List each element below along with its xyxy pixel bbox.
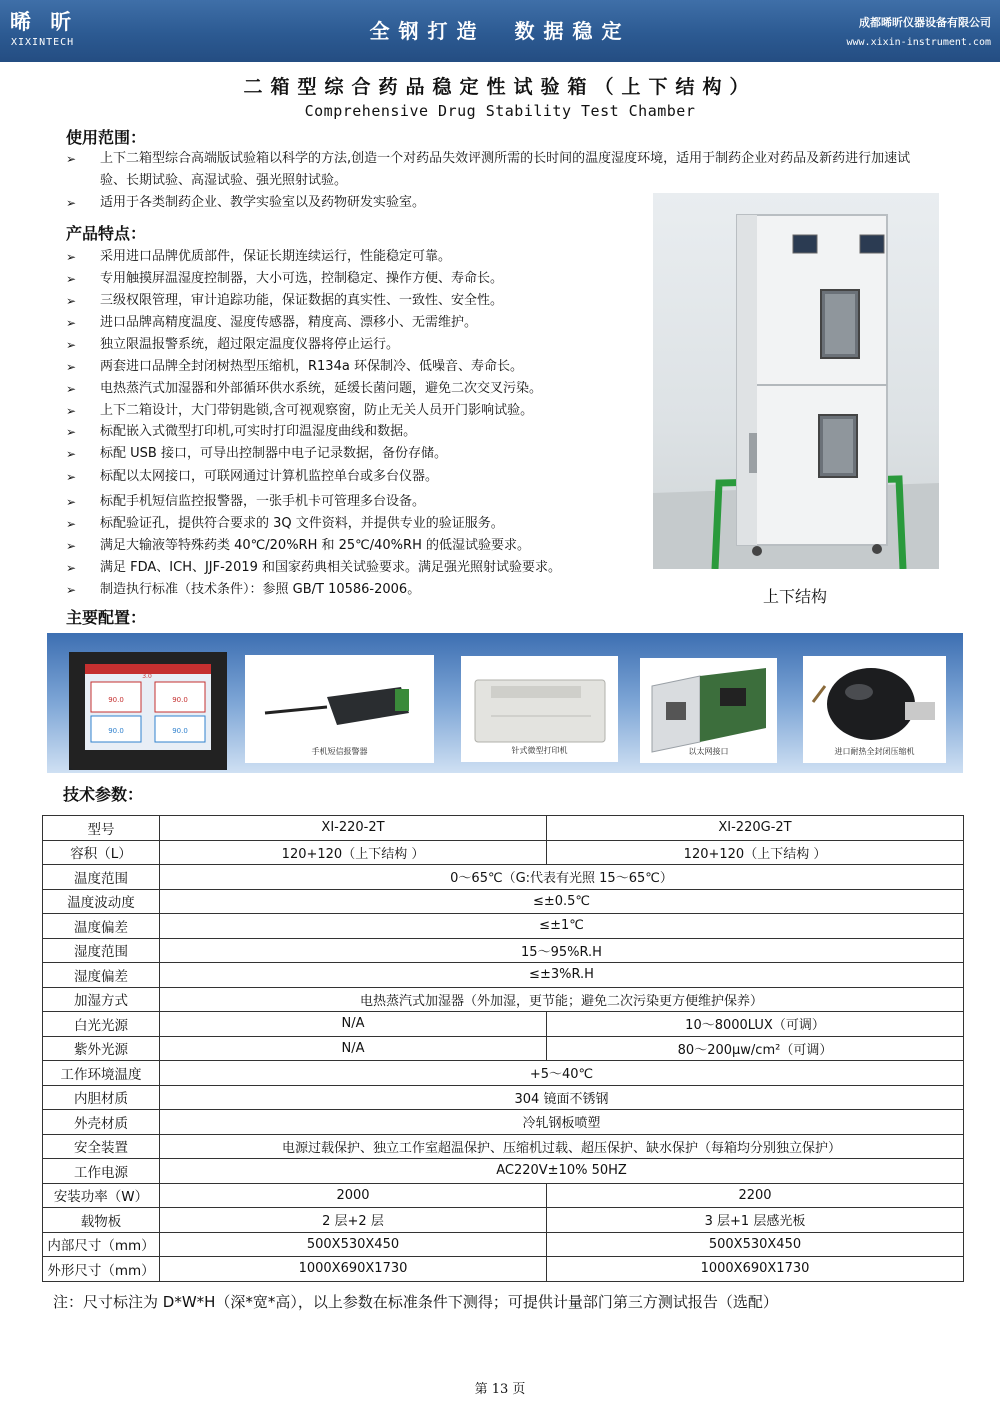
- feature-item: [66, 513, 504, 535]
- feature-item-text: 满足大输液等特殊药类 40℃/20%RH 和 25℃/40%RH 的低湿试验要求。: [100, 538, 530, 553]
- brand-name-en: XIXINTECH: [11, 37, 75, 48]
- arrow-bullet-icon: ➢: [66, 294, 77, 308]
- spec-value-model-2: 120+120（上下结构 ）: [547, 840, 964, 865]
- feature-item-text: 制造执行标准（技术条件）：参照 GB/T 10586-2006。: [100, 582, 421, 597]
- arrow-bullet-icon: ➢: [66, 425, 77, 439]
- spec-value: 304 镜面不锈钢: [160, 1085, 964, 1110]
- spec-value-model-2: 3 层+1 层感光板: [547, 1208, 964, 1233]
- spec-label: 紫外光源: [43, 1036, 160, 1061]
- spec-value-model-1: XI-220-2T: [160, 816, 547, 841]
- spec-row: [43, 1085, 964, 1110]
- feature-item: [66, 557, 561, 579]
- screen-value: 90.0: [172, 696, 188, 704]
- arrow-bullet-icon: ➢: [66, 360, 77, 374]
- screen-value: 90.0: [108, 727, 124, 735]
- arrow-bullet-icon: ➢: [66, 447, 77, 461]
- usage-heading: 使用范围：: [66, 128, 147, 147]
- screen-value: 90.0: [172, 727, 188, 735]
- product-photo: [653, 193, 939, 569]
- spec-label: 外形尺寸（mm）: [43, 1257, 160, 1282]
- arrow-bullet-icon: ➢: [66, 539, 77, 553]
- config-item-label: 以太网接口: [688, 747, 729, 756]
- arrow-bullet-icon: ➢: [66, 583, 77, 597]
- feature-item-text: 进口品牌高精度温度、湿度传感器，精度高、漂移小、无需维护。: [100, 315, 478, 330]
- arrow-bullet-icon: ➢: [66, 561, 77, 575]
- arrow-bullet-icon: ➢: [66, 517, 77, 531]
- spec-value-model-2: XI-220G-2T: [547, 816, 964, 841]
- feature-item: [66, 334, 399, 356]
- spec-value-model-2: 1000X690X1730: [547, 1257, 964, 1282]
- spec-row: [43, 963, 964, 988]
- spec-label: 安全装置: [43, 1134, 160, 1159]
- config-item-printer: [461, 656, 618, 762]
- page-header: [0, 0, 1000, 62]
- spec-value: 电热蒸汽式加湿器（外加湿，更节能；避免二次污染更方便维护保养）: [160, 987, 964, 1012]
- usage-item-text: 适用于各类制药企业、教学实验室以及药物研发实验室。: [100, 195, 426, 210]
- spec-row: [43, 1012, 964, 1037]
- spec-row: [43, 889, 964, 914]
- feature-item: [66, 421, 416, 443]
- footnote: 注：尺寸标注为 D*W*H（深*宽*高），以上参数在标准条件下测得；可提供计量部门第三方测试报告（选配）: [53, 1293, 778, 1311]
- spec-label: 内部尺寸（mm）: [43, 1232, 160, 1257]
- feature-item-text: 标配 USB 接口，可导出控制器中电子记录数据，备份存储。: [100, 446, 447, 461]
- feature-item: [66, 246, 451, 268]
- spec-label: 安装功率（W）: [43, 1183, 160, 1208]
- spec-row: [43, 1232, 964, 1257]
- chamber-illustration: [653, 193, 939, 569]
- spec-label: 温度波动度: [43, 889, 160, 914]
- company-name: 成都晞昕仪器设备有限公司: [859, 16, 991, 29]
- spec-value: ≤±0.5℃: [160, 889, 964, 914]
- spec-value-model-1: N/A: [160, 1036, 547, 1061]
- spec-value-model-1: 120+120（上下结构 ）: [160, 840, 547, 865]
- feature-item: [66, 579, 420, 601]
- spec-row: [43, 1159, 964, 1184]
- spec-value-model-1: 500X530X450: [160, 1232, 547, 1257]
- spec-value-model-1: 2000: [160, 1183, 547, 1208]
- spec-row: [43, 1208, 964, 1233]
- spec-value-model-2: 2200: [547, 1183, 964, 1208]
- spec-label: 内胆材质: [43, 1085, 160, 1110]
- screen-value: 3.0: [142, 673, 152, 680]
- feature-item: [66, 268, 503, 290]
- spec-table: [42, 815, 964, 1282]
- spec-value: 15～95%R.H: [160, 938, 964, 963]
- spec-row: [43, 1257, 964, 1282]
- features-heading: 产品特点：: [66, 224, 147, 243]
- feature-item: [66, 535, 530, 557]
- spec-value-model-1: 2 层+2 层: [160, 1208, 547, 1233]
- spec-value: ≤±1℃: [160, 914, 964, 939]
- feature-item-text: 上下二箱设计，大门带钥匙锁,含可视观察窗，防止无关人员开门影响试验。: [100, 403, 534, 418]
- spec-value-model-2: 80～200μw/cm²（可调）: [547, 1036, 964, 1061]
- spec-row: [43, 1134, 964, 1159]
- spec-value: 冷轧钢板喷塑: [160, 1110, 964, 1135]
- feature-item: [66, 378, 542, 400]
- company-website[interactable]: www.xixin-instrument.com: [846, 37, 991, 48]
- feature-item-text: 独立限温报警系统，超过限定温度仪器将停止运行。: [100, 337, 400, 352]
- feature-item-text: 两套进口品牌全封闭树热型压缩机，R134a 环保制冷、低噪音、寿命长。: [100, 359, 523, 374]
- feature-item-text: 专用触摸屏温湿度控制器，大小可选，控制稳定、操作方便、寿命长。: [100, 271, 504, 286]
- document-subtitle: Comprehensive Drug Stability Test Chamber: [304, 102, 696, 120]
- feature-item: [66, 290, 503, 312]
- spec-label: 容积（L）: [43, 840, 160, 865]
- spec-row: [43, 840, 964, 865]
- feature-item-text: 满足 FDA、ICH、JJF-2019 和国家药典相关试验要求。满足强光照射试验要求。: [100, 560, 562, 575]
- spec-row: [43, 938, 964, 963]
- spec-row: [43, 1183, 964, 1208]
- feature-item: [66, 400, 533, 422]
- arrow-bullet-icon: ➢: [66, 152, 77, 166]
- spec-label: 载物板: [43, 1208, 160, 1233]
- config-item-sms-alarm: [245, 655, 434, 763]
- arrow-bullet-icon: ➢: [66, 470, 77, 484]
- page-number: 第 13 页: [474, 1382, 526, 1397]
- spec-label: 型号: [43, 816, 160, 841]
- spec-label: 湿度偏差: [43, 963, 160, 988]
- spec-value: ≤±3%R.H: [160, 963, 964, 988]
- feature-item-text: 标配验证孔，提供符合要求的 3Q 文件资料，并提供专业的验证服务。: [100, 516, 504, 531]
- spec-value: AC220V±10% 50HZ: [160, 1159, 964, 1184]
- touchscreen-controller-icon: [69, 652, 227, 770]
- config-item-compressor: [803, 656, 946, 763]
- spec-row: [43, 1061, 964, 1086]
- spec-label: 加湿方式: [43, 987, 160, 1012]
- spec-heading: 技术参数：: [63, 785, 144, 804]
- screen-value: 90.0: [108, 696, 124, 704]
- config-item-label: 进口耐热全封闭压缩机: [834, 747, 915, 756]
- arrow-bullet-icon: ➢: [66, 250, 77, 264]
- feature-item-text: 标配以太网接口，可联网通过计算机监控单台或多台仪器。: [100, 469, 439, 484]
- spec-label: 白光光源: [43, 1012, 160, 1037]
- spec-value-model-1: 1000X690X1730: [160, 1257, 547, 1282]
- spec-row: [43, 865, 964, 890]
- product-caption: 上下结构: [763, 587, 828, 606]
- arrow-bullet-icon: ➢: [66, 338, 77, 352]
- spec-label: 温度偏差: [43, 914, 160, 939]
- spec-label: 湿度范围: [43, 938, 160, 963]
- spec-label: 外壳材质: [43, 1110, 160, 1135]
- spec-value: +5～40℃: [160, 1061, 964, 1086]
- usage-item-text: 上下二箱型综合高端版试验箱以科学的方法,创造一个对药品失效评测所需的长时间的温度湿度环境，适用于制药企业对药品及新药进行加速试验、长期试验、高湿试验、强光照射试验。: [100, 151, 911, 188]
- arrow-bullet-icon: ➢: [66, 196, 77, 210]
- spec-value: 电源过载保护、独立工作室超温保护、压缩机过载、超压保护、缺水保护（每箱均分别独立保护）: [160, 1134, 964, 1159]
- spec-value-model-2: 10～8000LUX（可调）: [547, 1012, 964, 1037]
- feature-item-text: 三级权限管理，审计追踪功能，保证数据的真实性、一致性、安全性。: [100, 293, 504, 308]
- feature-item-text: 电热蒸汽式加湿器和外部循环供水系统，延缓长菌问题，避免二次交叉污染。: [100, 381, 543, 396]
- arrow-bullet-icon: ➢: [66, 495, 77, 509]
- spec-label: 工作环境温度: [43, 1061, 160, 1086]
- header-slogan: 全钢打造 数据稳定: [369, 19, 631, 43]
- spec-value-model-1: N/A: [160, 1012, 547, 1037]
- spec-row: [43, 987, 964, 1012]
- feature-item-text: 采用进口品牌优质部件，保证长期连续运行，性能稳定可靠。: [100, 249, 452, 264]
- feature-item: [66, 466, 438, 488]
- config-heading: 主要配置：: [66, 608, 147, 627]
- spec-label: 温度范围: [43, 865, 160, 890]
- spec-row: [43, 914, 964, 939]
- feature-item: [66, 312, 477, 334]
- arrow-bullet-icon: ➢: [66, 404, 77, 418]
- config-item-ethernet: [640, 658, 777, 763]
- spec-value: 0～65℃（G:代表有光照 15～65℃）: [160, 865, 964, 890]
- spec-row: [43, 1110, 964, 1135]
- feature-item-text: 标配嵌入式微型打印机,可实时打印温湿度曲线和数据。: [100, 424, 417, 439]
- spec-row: [43, 816, 964, 841]
- spec-row: [43, 1036, 964, 1061]
- config-item-touchscreen: [69, 652, 227, 770]
- feature-item-text: 标配手机短信监控报警器，一张手机卡可管理多台设备。: [100, 494, 426, 509]
- arrow-bullet-icon: ➢: [66, 272, 77, 286]
- document-title: 二箱型综合药品稳定性试验箱（上下结构）: [243, 76, 757, 98]
- brand-name: 晞 昕: [10, 10, 78, 34]
- config-item-label: 手机短信报警器: [311, 747, 368, 756]
- arrow-bullet-icon: ➢: [66, 382, 77, 396]
- usage-item: [66, 148, 922, 192]
- arrow-bullet-icon: ➢: [66, 316, 77, 330]
- spec-value-model-2: 500X530X450: [547, 1232, 964, 1257]
- feature-item: [66, 491, 425, 513]
- feature-item: [66, 443, 447, 465]
- config-item-label: 针式微型打印机: [511, 746, 568, 755]
- feature-item: [66, 356, 523, 378]
- spec-label: 工作电源: [43, 1159, 160, 1184]
